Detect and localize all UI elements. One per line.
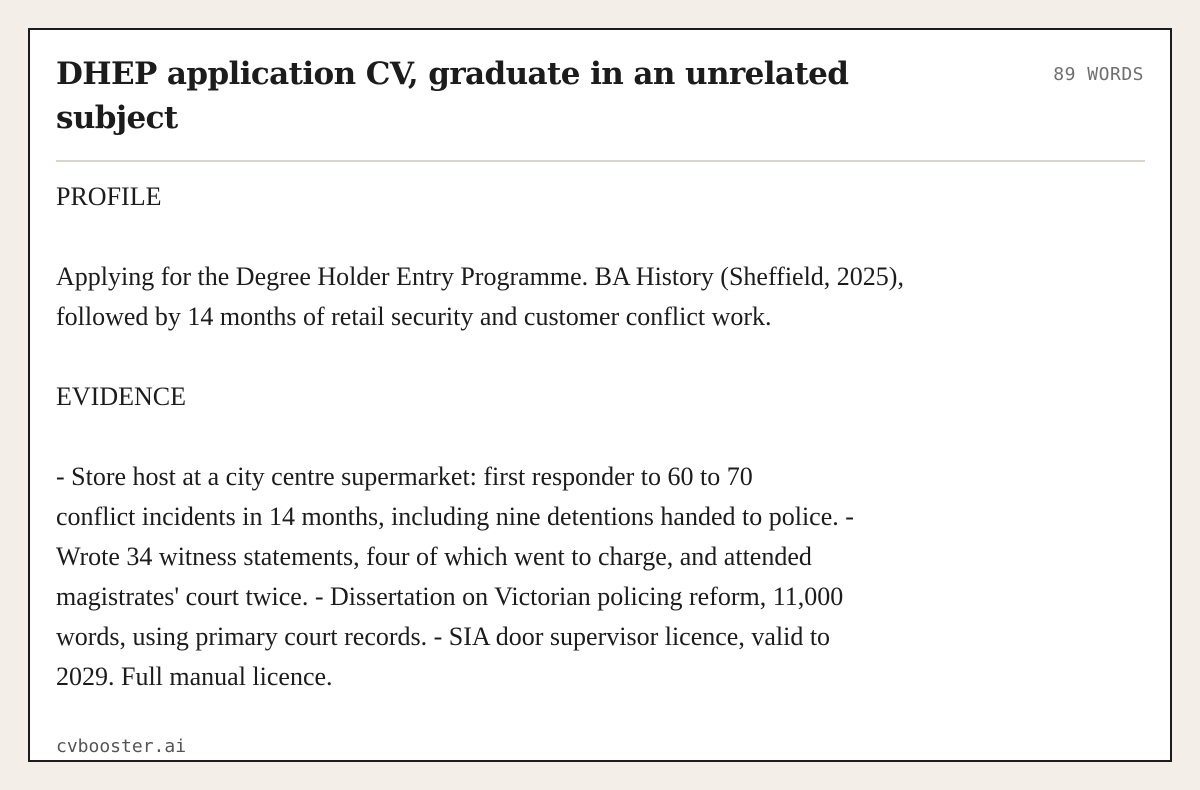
blank-line [56,417,1056,457]
cv-card [28,28,1172,762]
word-count-label: 89 WORDS [1053,64,1144,85]
body-line: magistrates' court twice. - Dissertation on Victorian policing reform, 11,000 [56,582,844,611]
body-line: - Store host at a city centre supermarket: first responder to 60 to 70 [56,462,753,491]
body-line: Wrote 34 witness statements, four of which went to charge, and attended [56,542,812,571]
header-divider [56,160,1145,162]
body-line: followed by 14 months of retail security and customer conflict work. [56,302,772,331]
body-line: conflict incidents in 14 months, including nine detentions handed to police. - [56,502,854,531]
body-line: Applying for the Degree Holder Entry Programme. BA History (Sheffield, 2025), [56,262,904,291]
document-title: DHEP application CV, graduate in an unrelated subject [56,56,849,136]
body-line: words, using primary court records. - SIA door supervisor licence, valid to [56,622,831,651]
section-heading-evidence: EVIDENCE [56,382,186,411]
blank-line [56,217,1056,257]
footer-brand: cvbooster.ai [56,736,187,757]
section-heading-profile: PROFILE [56,182,162,211]
cv-body [56,177,1056,697]
body-line: 2029. Full manual licence. [56,662,333,691]
blank-line [56,337,1056,377]
card-header [56,52,1144,160]
